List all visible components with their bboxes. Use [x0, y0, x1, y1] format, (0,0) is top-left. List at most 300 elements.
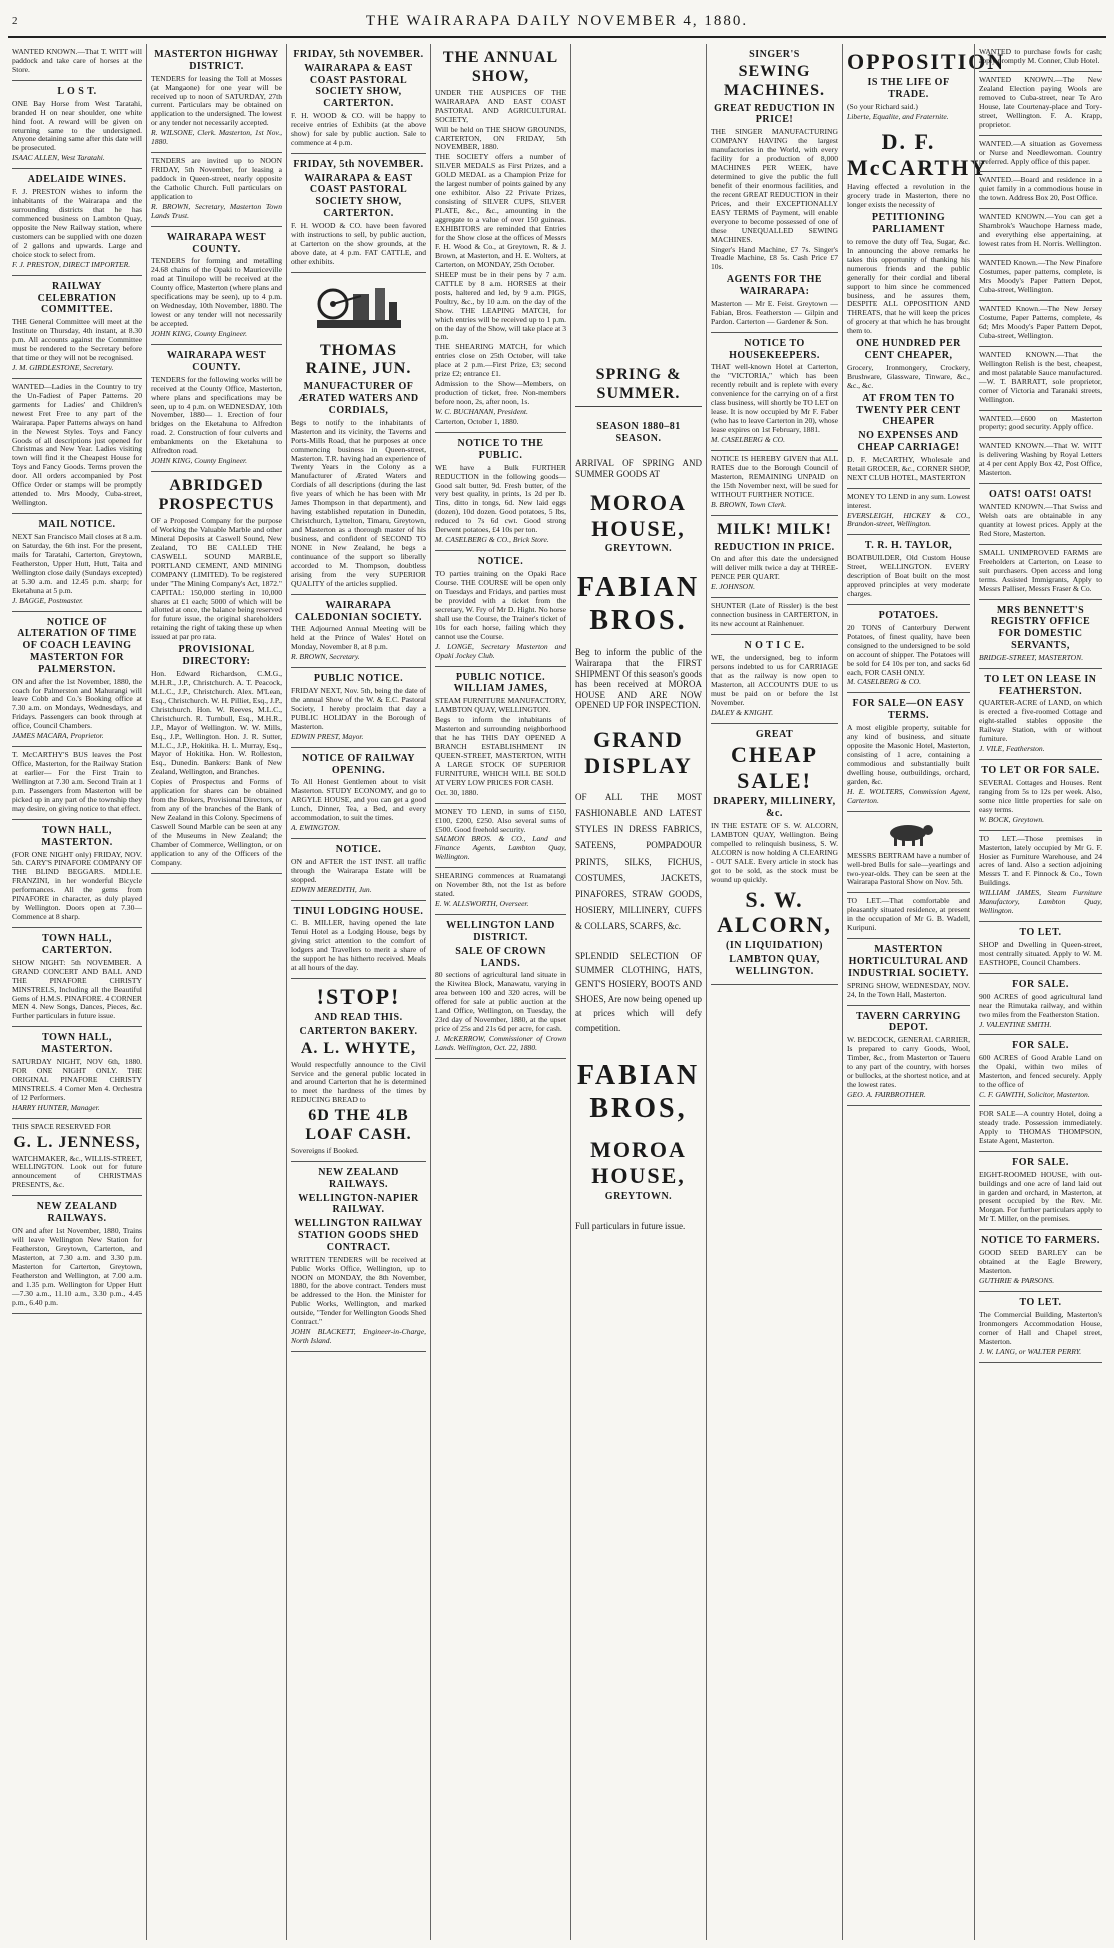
ad-text: TO parties training on the Opaki Race Course. THE COURSE will be open only on Tuesdays and Fridays, and parties must be provided with a ticket from the secretary, W. Fry of Mr D. Hight. No horse shall use the Course, the Trainer's ticket of 10s for each horse, failing which they cannot use the Course. [435, 568, 566, 641]
ad-signature: C. F. GAWITH, Solicitor, Masterton. [979, 1090, 1090, 1100]
ad-text: WE, the undersigned, beg to inform persons indebted to us for CARRIAGE that as the railway is now open to Masterton, all ACCOUNTS DUE to us must be paid on or before the 1st November. [711, 652, 838, 707]
ad-to-let-residence [847, 893, 970, 939]
ad-text: MESSRS BERTRAM have a number of well-bred Bulls for sale—yearlings and two-year-olds. They can be seen at the Wairarapa Pastoral Show on Nov. 5th. [847, 850, 970, 887]
ad-farmers [979, 1230, 1102, 1292]
ad-text: THE SINGER MANUFACTURING COMPANY HAVING the largest manufactories in the World, with every facility for a production of 8,000 MACHINES PER WEEK, have determined to give the public the full benefit of their enormous facilities, and the recent GREAT REDUCTION in their Prices, and their EXCEPTIONALLY EASY TERMS of Payment, will enable everyone to become possessed of one of these UNEQUALLED SEWING MACHINES. [711, 127, 838, 244]
ad-date: Oct. 30, 1880. [435, 787, 479, 797]
ad-heading: NEW ZEALAND RAILWAYS. [318, 1167, 399, 1190]
aerated-water-machine-icon [309, 280, 409, 336]
ad-text: SHUNTER (Late of Rissler) is the best connection business in CARTERTON, in its new account at Rainhenuer. [711, 601, 838, 629]
ad-heading: CHEAP SALE! [731, 742, 818, 794]
ad-wood-sale-2 [291, 154, 426, 273]
ad-text: FRIDAY NEXT, Nov. 5th, being the date of the annual Show of the W. & E.C. Pastoral Society, I hereby proclaim that day a PUBLIC HOLIDAY in the Borough of Masterton. [291, 686, 426, 731]
ad-wanted [979, 347, 1102, 411]
ad-heading: FOR SALE. [1012, 1040, 1069, 1052]
ad-wanted [979, 438, 1102, 484]
ad-text: WATCHMAKER, &c., WILLIS-STREET, WELLINGTON. Look out for future announcement of CHRISTMAS PRESENTS, &c. [12, 1153, 142, 1190]
ad-heading: MRS BENNETT'S REGISTRY OFFICE FOR DOMESTIC SERVANTS, [990, 604, 1091, 651]
ad-caledonian [291, 595, 426, 668]
ad-text: to remove the duty off Tea, Sugar, &c. In announcing the above remarks he takes this opportunity of thanking his numerous friends and the public generally for their cordial and liberal support to him since he commenced business, and he assures them, DESPITE ALL OPPOSITION AND THREATS, that he will keep the prices of grocery at that which he has brought them to. [847, 236, 970, 336]
ad-heading: TOWN HALL, MASTERTON. [41, 824, 113, 848]
ad-heading: FOR SALE—ON EASY TERMS. [852, 698, 965, 722]
machine-engraving [291, 276, 426, 340]
ad-eight-roomed-house [979, 1152, 1102, 1231]
ad-text: MONEY TO LEND, in sums of £150, £100, £200, £250. Also several sums of £500. Good freehold security. [435, 806, 566, 834]
ad-heading: PUBLIC NOTICE. [313, 673, 404, 685]
ad-subheading: AT FROM TEN TO TWENTY PER CENT CHEAPER [856, 392, 961, 428]
ad-small-farms [979, 545, 1102, 600]
store-town: GREYTOWN. [604, 1190, 673, 1202]
ad-text: TENDERS for leasing the Toll at Mosses (at Mangaone) for one year will be received up to noon of SATURDAY, 27th current. Particulars may be obtained on application to the undersigned. The lowest or any tender not necessarily accepted. [151, 73, 282, 128]
ad-text: WRITTEN TENDERS will be received at Public Works Office, Wellington, up to NOON on MONDAY, the 8th November, 1880, for the above contract. Tenders must be addressed to the Hon. the Minister for Public Works, Wellington, and marked outside, "Tender for Wellington Goods Shed Contract." [291, 1254, 426, 1327]
ad-horticultural [847, 939, 970, 1005]
ad-text: OF ALL THE MOST FASHIONABLE AND LATEST STYLES IN DRESS FABRICS, SATEENS, POMPADOUR PRINTS, SILKS, FICHUS, COSTUMES, JACKETS, PINAFORES, STRAW GOODS, HOSIERY, MILLINERY, CUFFS & COLLARS, SCARFS, &c. [575, 791, 702, 932]
bull-icon [882, 819, 936, 847]
ad-singer [711, 44, 838, 333]
ad-text: SHEEP must be in their pens by 7 a.m. CATTLE by 8 a.m. HORSES at their posts, haltered and led, by 9 a.m. PIGS, Poultry, &c., by 10 a.m. on the day of the Show. THE LEAPING MATCH, for which entries will be received up to 1 p.m. on the day of the Show, will take place at 3 p.m. [435, 269, 566, 342]
ad-text: WANTED KNOWN.—That W. WITT is delivering Washing by Royal Letters at 4 per cent Apply Box 42, Post Office, Masterton. [979, 441, 1102, 478]
ad-subheading: ONE HUNDRED PER CENT CHEAPER, [856, 338, 961, 362]
ad-text: SATURDAY NIGHT, NOV 6th, 1880. FOR ONE NIGHT ONLY. THE ORIGINAL PINAFORE CHRISTY MINSTRELS. 4 Corner Men 4. Orchestra of 12 Performers. [12, 1056, 142, 1102]
ad-subheading: LAMBTON QUAY, WELLINGTON. [729, 954, 820, 978]
ad-text: QUARTER-ACRE of LAND, on which is erected a five-roomed Cottage and eight-stalled stables opposite the Railway Station, with or without furniture. [979, 698, 1102, 744]
ad-text: Hon. Edward Richardson, C.M.G., M.H.R., J.P., Christchurch. A. T. Peacock, M.L.C., J.P., Christchurch. Alex. M'Lean, Esq., Christchurch. W. H. Pilliet, Esq., J.P., Christchurch. Hon. W. Reeves, M.L.C., Christchurch. R. Turnbull, Esq., M.H.R., J.P., Mayor of Wellington. W. W. Mills, Esq., J.P., Wellington. Hon. J. R. Sutter, M.L.C., J.P., Hokitika. H. L. Murray, Esq., Mayor of Hokitika. Hon. W. Rolleston, Esq., Dunedin. Bankers: Bank of New Zealand, Wellington, and Branches. [151, 668, 282, 777]
ad-heading: POTATOES. [878, 609, 939, 621]
ad-text: WANTED KNOWN.—That Swiss and Welsh oats are obtainable in any quantity at lowest prices. Apply at the Red Store, Masterton. [979, 502, 1102, 538]
ad-subheading: SALE OF CROWN LANDS. [455, 945, 546, 969]
ad-text: ON and after the 1st November, 1880, the coach for Palmerston and Mahurangi will leave Cobb and Co.'s Booking office at 7.30 a.m. on Mondays, Wednesdays, and Fridays. Passengers can book through at office, Council Chambers. [12, 676, 142, 731]
ad-heading: ABRIDGED PROSPECTUS [158, 477, 275, 514]
store-name: MOROA HOUSE, [590, 489, 687, 541]
ad-signature: R. BROWN, Secretary. [291, 652, 360, 662]
ad-signature: M. CASELBERG & CO., Brick Store. [435, 535, 549, 545]
ad-shearing [435, 868, 566, 915]
ad-heading: MASTERTON HORTICULTURAL AND INDUSTRIAL SOCIETY. [848, 944, 969, 979]
ad-text: 80 sections of agricultural land situate in the Kiwitea Block, Manawatu, varying in area between 100 and 320 acres, will be offered for sale at public auction at the Land Office, Wellington, on Tuesday, the 23rd day of November, 1880, at the upset price of 25s and 21s 6d per acre, for cash. [435, 970, 566, 1034]
ad-heading: FABIAN BROS. [576, 572, 701, 637]
ad-heading: MILK! MILK! [717, 520, 832, 538]
ad-adelaide-wines [12, 169, 142, 275]
ad-mccarthy-bus [12, 747, 142, 820]
ad-heading: NEW ZEALAND RAILWAYS. [36, 1201, 118, 1225]
ad-text: WANTED Known.—The New Jersey Costume, Paper Patterns, complete, 4s 6d; Mrs Moody's Paper Pattern Depot, Cuba-street, Wellington. [979, 303, 1102, 340]
ad-text: Having effected a revolution in the grocery trade in Masterton, there no longer exists the necessity of [847, 182, 970, 210]
ad-text: F. J. PRESTON wishes to inform the inhabitants of the Wairarapa and the surrounding districts that he has commenced business on Lambton Quay, opposite the New Railway station, where customers can be supplied with one dozen of 2 gallons and upwards. Large and choice stock to select from. [12, 187, 142, 259]
ad-text: On and after this date the undersigned will deliver milk twice a day at THREE-PENCE PER QUART. [711, 554, 838, 582]
ad-heading: FOR SALE. [1012, 978, 1069, 990]
ad-heading: L O S T. [57, 85, 97, 97]
ad-wanted [12, 44, 142, 81]
ad-signature: HARRY HUNTER, Manager. [12, 1102, 100, 1112]
ad-heading: TOWN HALL, MASTERTON. [41, 1032, 113, 1056]
ad-text: WE have a Bulk FURTHER REDUCTION in the following goods— Good salt butter, 9d. Fresh butter, of the very best quality, in prints, 1s 2d per lb. Tins, ditto in tongs, 6d. New laid eggs (dozen), 10d dozen. Good potatoes, 5 lbs, reduced to 7s 6d cwt. Good strong Derwent potatoes, £4 10s per ton. [435, 462, 566, 535]
ad-subheading: WELLINGTON RAILWAY STATION GOODS SHED CONTRACT. [294, 1218, 423, 1253]
ad-text: THE SHEARING MATCH, for which entries close on 25th October, will take place at 2 p.m.—First Prize, £3; second prize £2; entrance £1. [435, 342, 566, 379]
ad-heading: MASTERTON HIGHWAY DISTRICT. [154, 49, 279, 72]
ad-text: C. B. MILLER, having opened the late Tenui Hotel as a Lodging House, begs by giving strict attention to the comfort of lodgers and Travellers to merit a share of the support he has hitherto received. Meals at all hours of the day. [291, 918, 426, 973]
ad-subheading: WELLINGTON-NAPIER RAILWAY. [298, 1192, 419, 1216]
ad-easy-terms [847, 693, 970, 811]
ad-text: TENDERS for the following works will be received at the County Office, Masterton, where plans and specifications may be seen, up to 4 p.m. on WEDNESDAY, 10th November, 1880— 1. Erection of four bridges on the Eketahuna to Alfredton road. 2. Construction of four culverts and embankments on the Eketahuna to Alfredton road. [151, 374, 282, 456]
ad-heading: NOTICE. [335, 844, 382, 856]
ad-heading: MAIL NOTICE. [38, 519, 116, 531]
ad-tinui [291, 901, 426, 980]
ad-signature: J. W. LANG, or WALTER PERRY. [979, 1346, 1082, 1356]
ad-heading: TINUI LODGING HOUSE. [293, 905, 424, 917]
ad-west-county-2 [151, 345, 282, 472]
ad-text: WANTED KNOWN.—That T. WITT will paddock and take care of horses at the Store. [12, 47, 142, 74]
ad-text: NOTICE IS HEREBY GIVEN that ALL RATES due to the Borough Council of Masterton, REMAINING UNPAID on the 15th November next, will be sued for WITHOUT FURTHER NOTICE. [711, 454, 838, 499]
ad-traffic-notice [291, 839, 426, 901]
bull-engraving [847, 815, 970, 851]
ad-heading: N O T I C E. [744, 640, 805, 652]
ad-heading: ADELAIDE WINES. [27, 174, 127, 186]
ad-text: THAT well-known Hotel at Carterton, the "VICTORIA," which has been recently rebuilt and is replete with every convenience for the carrying on of a first class business, will shortly be TO LET on lease. It is now occupied by Mr F. Faber (who has to leave Carterton in 20), whose lease expires on 1st February, 1881. [711, 362, 838, 435]
columns [8, 44, 1106, 1940]
ad-taylor [847, 535, 970, 605]
ad-signature: EVERSLEIGH, HICKEY & CO., Brandon-street, Wellington. [847, 510, 970, 529]
ad-text: THE SOCIETY offers a number of SILVER MEDALS as First Prizes, and a GOLD MEDAL as a Champion Prize for the largest number of points gained by any one exhibitor. Also 22 Private Prizes, consisting of SILVER CUPS, SILVER PLATE, &c., &c., amounting in the aggregate to a value of over 150 guineas. EXHIBITORS are reminded that Entries for the Show close at the offices of Messrs F. H. Wood & Co., at Greytown, R. & J. Brown, at Masterton, and H. E. Wolters, at Carterton, on MONDAY, 25th October. [435, 152, 566, 269]
ad-600-acres [979, 1035, 1102, 1106]
ad-tenders-paddock [151, 153, 282, 227]
ad-text: OF a Proposed Company for the purpose of Working the Valuable Marble and other Mineral Deposits at Caswell Sound, New Zealand, TO BE CALLED THE CASWELL SOUND MARBLE, PORTLAND CEMENT, AND MINING COMPANY (LIMITED). To be registered under "The Mining Company's Act, 1872." CAPITAL: 150,000 sterling in 10,000 shares at £1 each; 5000 of which will be allotted at once, the balance being reserved for future issue, the original shareholders retaining the right of taking these up when issued at par pro rata. [151, 515, 282, 642]
ad-signature: W. BOCK, Greytown. [979, 814, 1045, 824]
ad-heading: GRAND DISPLAY [584, 726, 693, 778]
ad-heading: PUBLIC NOTICE. WILLIAM JAMES, [453, 671, 548, 695]
page-number: 2 [12, 15, 20, 27]
ad-heading: WAIRARAPA CALEDONIAN SOCIETY. [295, 599, 422, 623]
ad-shop-to-let [979, 922, 1102, 974]
ad-text: Admission to the Show—Members, on production of ticket, free. Non-members before noon, 2s, after noon, 1s. [435, 379, 566, 407]
ad-caselberg-reduction [435, 433, 566, 551]
ad-signature: GEO. A. FAIRBROTHER. [847, 1089, 926, 1099]
ad-text: IN THE ESTATE OF S. W. ALCORN, LAMBTON QUAY, Wellington. Being compelled to relinquish business, S. W. ALCORN is now holding A CLEARING - OUT SALE. Every article in stock has got to be sold, as the stock must be wound up quickly. [711, 820, 838, 884]
ad-text: SHOP and Dwelling in Queen-street, most centrally situated. Apply to W. M. EASTHOPE, Council Chambers. [979, 939, 1102, 967]
ad-heading: NOTICE TO HOUSEKEEPERS. [729, 337, 820, 361]
ad-text: WANTED KNOWN.—That the Wellington Relish is the best, cheapest, and most palatable Sauce manufactured.—W. T. BARRATT, sole proprietor, corner of Victoria and Taranaki streets, Wellington. [979, 349, 1102, 404]
ad-subheading: MANUFACTURER OF ÆRATED WATERS AND CORDIALS, [298, 381, 419, 416]
ad-subheading: AND READ THIS. [314, 1012, 403, 1024]
ad-signature: GUTHRIE & PARSONS. [979, 1276, 1055, 1285]
ad-text: T. McCARTHY'S BUS leaves the Post Office, Masterton, for the Railway Station at earlier— For the First Train to Wellington at 7.30 a.m. Second Train at 1 p.m. Passengers from Masterton will be picked up in any part of the township they may desire, on giving notice to that effect. [12, 750, 142, 813]
ad-subheading: NO EXPENSES AND CHEAP CARRIAGE! [857, 430, 960, 453]
ad-text: Liberte, Equalite, and Fraternite. [847, 111, 949, 121]
masthead [8, 6, 1106, 38]
ad-text: WANTED KNOWN.—The New Zealand Election paying Wools are removed to Cuba-street, near Te Aro House, late Courtenay-place and Tory-street, Wellington. F. A. Krapp, proprietor. [979, 74, 1102, 129]
column-3 [286, 44, 430, 1940]
ad-text: Singer's Hand Machine, £7 7s. Singer's Treadle Machine, £8 5s. Cash Price £7 10s. [711, 244, 838, 272]
ad-wanted [979, 172, 1102, 209]
ad-text: EIGHT-ROOMED HOUSE, with out-buildings and one acre of land laid out in garden and orchard, in Masterton, at present occupied by the Rev. Mr. Morgan. For further particulars apply to Mr T. Miller, on the premises. [979, 1169, 1102, 1224]
ad-heading: NOTICE OF ALTERATION OF TIME OF COACH LEAVING MASTERTON FOR PALMERSTON. [17, 616, 137, 675]
ad-text: STEAM FURNITURE MANUFACTORY, LAMBTON QUAY, WELLINGTON. [435, 696, 566, 715]
ad-text: Masterton — Mr E. Feist. Greytown — Fabian, Bros. Featherston — Gilpin and Pardon. Carterton — Gardener & Son. [711, 298, 838, 326]
ad-heading: S. W. ALCORN, [717, 886, 832, 938]
ad-signature: R. BROWN, Secretary, Masterton Town Lands Trust. [151, 201, 282, 220]
ad-subheading: PROVISIONAL DIRECTORY: [178, 644, 255, 668]
ad-railway-committee [12, 276, 142, 379]
ad-heading: 6D THE 4LB LOAF CASH. [305, 1107, 412, 1144]
ad-registry-office [979, 600, 1102, 669]
ad-signature: E. W. ALLSWORTH, Overseer. [435, 899, 529, 909]
ad-text: The Commercial Building, Masterton's Ironmongers Accommodation House, corner of Hall and Chapel street, Masterton. [979, 1309, 1102, 1346]
ad-heading: SINGER'S [749, 49, 800, 60]
column-4 [430, 44, 570, 1940]
ad-oats [979, 484, 1102, 545]
ad-subheading: CARTERTON BAKERY. [299, 1025, 418, 1037]
ad-nz-railways-napier [291, 1162, 426, 1352]
ad-signature: ISAAC ALLEN, West Taratahi. [12, 153, 105, 163]
column-6 [706, 44, 842, 1940]
ad-text: WANTED to purchase fowls for cash; apply promptly M. Conner, Club Hotel. [979, 47, 1102, 65]
store-name: MOROA HOUSE, [590, 1136, 687, 1188]
ad-heading: G. L. JENNESS, [13, 1133, 141, 1151]
ad-wood-sale [291, 44, 426, 154]
column-1 [8, 44, 146, 1940]
ad-signature: J. McKERROW, Commissioner of Crown Lands. Wellington, Oct. 22, 1880. [435, 1033, 566, 1052]
ad-heading: T. R. H. TAYLOR, [864, 540, 953, 552]
ad-heading: D. F. McCARTHY [847, 129, 989, 181]
ad-wanted [979, 301, 1102, 347]
ad-signature: J. LONGE, Secretary Masterton and Opaki Jockey Club. [435, 641, 566, 660]
ad-subheading: GREAT REDUCTION IN PRICE! [714, 102, 835, 126]
ad-heading: FABIAN BROS, [576, 1059, 701, 1124]
ad-text: Grocery, Ironmongery, Crockery, Brushware, Glassware, Tinware, &c., &c., &c. [847, 362, 970, 390]
ad-signature: BRIDGE-STREET, MASTERTON. [979, 652, 1084, 662]
masthead-title: THE WAIRARAPA DAILY NOVEMBER 4, 1880. [365, 12, 749, 29]
ad-signature: F. J. PRESTON, DIRECT IMPORTER. [12, 259, 131, 269]
ad-text: Full particulars in future issue. [575, 1220, 686, 1231]
ad-wanted [979, 209, 1102, 255]
ad-heading: TO LET ON LEASE IN FEATHERSTON. [984, 673, 1097, 697]
ad-text: ON and after 1st November, 1880, Trains will leave Wellington New Station for Featherston, Greytown, Carterton, and Masterton, at 7.30 a.m. and 3.30 p.m. Masterton for Carterton, Greytown, Featherston and Wellington, at 7.00 a.m. and 1.35 p.m. Wellington for Upper Hutt—7.30 a.m., 11.10 a.m., 3.30 p.m., 4.45 p.m., 6.40 p.m. [12, 1225, 142, 1307]
ad-text: WANTED—Ladies in the Country to try the Un-Fadiest of Paper Patterns. 20 garments for Ladies' and Children's newest Fret Free to any part of the Wairarapa. Paper Patterns always on hand in the Newest Styles. Toys and Fancy Goods of all descriptions just opened for Christmas and New Year. Ladies visiting town will find it the Cheapest House for Toys and Fancy Goods. Terms proven the door. All orders accompanied by Post Office Order or stamps will be promptly attended to. Mrs Moody, Cuba-street, Wellington. [12, 381, 142, 508]
ad-text: SMALL UNIMPROVED FARMS are Freeholders at Carterton, on Lease to suit purchasers. Open access and long terms. Assisted Immigrants, Apply to Messrs Palliser, Messrs Fraser & Co. [979, 547, 1102, 593]
ad-mail-notice [12, 514, 142, 611]
ad-text: TO LET.—Those premises in Masterton, lately occupied by Mr G. F. Hosier as Furniture Warehouse, and 24 acres of land. Also a section adjoining Messrs T. and F. Pinnock & Co., Town Buildings. [979, 833, 1102, 888]
ad-text: FOR SALE—A country Hotel, doing a steady trade. Possession immediately. Apply to THOMAS THOMPSON, Estate Agent, Masterton. [979, 1109, 1102, 1145]
ad-race-course [435, 551, 566, 666]
ad-let-or-sale [979, 760, 1102, 831]
ad-signature: H. E. WOLTERS, Commission Agent, Carterton. [847, 786, 970, 805]
ad-signature: J. VALENTINE SMITH. [979, 1019, 1052, 1029]
ad-text: WANTED.—A situation as Governess or Nurse and Needlewoman. Country preferred. Apply office of this paper. [979, 138, 1102, 166]
ad-heading: SEWING MACHINES. [723, 62, 825, 99]
ad-bertram [847, 812, 970, 894]
ad-signature: E. JOHNSON. [711, 582, 756, 592]
ad-lost [12, 81, 142, 169]
ad-signature: EDWIN PREST, Mayor. [291, 731, 364, 741]
ad-crown-lands [435, 915, 566, 1059]
ad-text: A most eligible property, suitable for any kind of business, and situate opposite the Masonic Hotel, Masterton, consisting of 1 acre, containing a commodious and substantially built dwelling house, outbuildings, orchard, garden, &c. [847, 723, 970, 786]
ad-heading: THOMAS RAINE, JUN. [305, 341, 412, 378]
ad-signature: A. EWINGTON. [291, 823, 341, 833]
ad-signature: M. CASELBERG & CO. [847, 677, 922, 687]
ad-subheading: PETITIONING PARLIAMENT [871, 212, 946, 236]
ad-heading: WELLINGTON LAND DISTRICT. [446, 920, 555, 943]
ad-text: WANTED.—£600 on Masterton property; good security. Apply office. [979, 413, 1102, 432]
ad-heading: RAILWAY CELEBRATION COMMITTEE. [37, 280, 117, 316]
ad-hotel-sale [979, 1106, 1102, 1152]
ad-commercial-building [979, 1292, 1102, 1363]
ad-nz-railways [12, 1196, 142, 1313]
ad-william-james [435, 667, 566, 804]
column-8 [974, 44, 1106, 1940]
ad-text: GOOD SEED BARLEY can be obtained at the Eagle Brewery, Masterton. [979, 1248, 1102, 1276]
ad-text: MONEY TO LEND in any sum. Lowest interest. [847, 491, 970, 510]
ad-highway-district [151, 44, 282, 153]
ad-heading: NOTICE TO THE PUBLIC. [457, 438, 544, 461]
ad-text: WANTED KNOWN.—You can get a Sharnbrok's Wauchope Harness made, and everything else appertaining, at lowest rates from H. Norris. Wellington. [979, 212, 1102, 249]
ad-annual-show [435, 44, 566, 433]
ad-town-hall-masterton [12, 820, 142, 928]
ad-text: (So your Richard said.) [847, 101, 918, 111]
ad-text: Copies of Prospectus and Forms of application for shares can be obtained from the Brokers, Provisional Directors, or from any of the branches of the Bank of New Zealand in this Colony. Specimens of Caswell Sound Marble can be seen at any of the Museums in New Zealand; the Chamber of Commerce, Wellington, or on application to any of the Officers of the Company. [151, 777, 282, 867]
ad-subheading: IS THE LIFE OF TRADE. [867, 76, 950, 100]
ad-public-holiday [291, 668, 426, 748]
ad-heading: WAIRARAPA WEST COUNTY. [166, 231, 267, 255]
ad-heading: FOR SALE. [1012, 1156, 1069, 1168]
ad-heading: WAIRARAPA WEST COUNTY. [166, 350, 267, 373]
ad-milk [711, 516, 838, 598]
ad-signature: M. CASELBERG & CO. [711, 435, 786, 445]
ad-text: Begs to inform the inhabitants of Masterton and surrounding neighborhood that he has THIS DAY OPENED A BRANCH ESTABLISHMENT IN QUEEN-STREET, MASTERTON, WITH A LARGE STOCK OF SUPERIOR FURNITURE, WHICH WILL BE SOLD AT VERY LOW PRICES FOR CASH. [435, 715, 566, 787]
ad-text: SHEARING commences at Ruamatangi on November 8th, not the 1st as before stated. [435, 871, 566, 899]
ad-text: Would respectfully announce to the Civil Service and the general public located in and around Carterton that he is determined to meet the hardness of the times by REDUCING BREAD to [291, 1059, 426, 1105]
ad-subheading: WAIRARAPA & EAST COAST PASTORAL SOCIETY SHOW, CARTERTON. [304, 62, 413, 110]
ad-potatoes [847, 605, 970, 693]
ad-rates-notice [711, 451, 838, 516]
ad-text: ONE Bay Horse from West Taratahi, branded H on near shoulder, one white hind foot. A reward will be given on returning same to the undersigned. Anyone detaining same after this date will be prosecuted. [12, 98, 142, 153]
store-town: GREYTOWN. [604, 543, 673, 555]
ad-wanted [979, 72, 1102, 136]
ad-wanted [979, 255, 1102, 301]
ad-text: Will be held on THE SHOW GROUNDS, CARTERTON, ON FRIDAY, 5th NOVEMBER, 1880. [435, 124, 566, 152]
ad-text: SPRING SHOW, WEDNESDAY, NOV. 24, In the Town Hall, Masterton. [847, 980, 970, 999]
ad-signature: DALEY & KNIGHT. [711, 707, 774, 717]
ad-signature: EDWIN MEREDITH, Jun. [291, 884, 372, 894]
ad-subheading: AGENTS FOR THE WAIRARAPA: [726, 274, 823, 298]
ad-signature: D. F. McCARTHY, Wholesale and Retail GROCER, &c., CORNER SHOP, NEXT CLUB HOTEL, MASTERTON [847, 454, 970, 482]
ad-signature: JOHN KING, County Engineer. [151, 329, 247, 339]
ad-town-hall-carterton [12, 928, 142, 1027]
ad-money-to-lend [435, 804, 566, 869]
ad-heading: FRIDAY, 5th NOVEMBER. [293, 158, 424, 170]
ad-signature: J. BAGGE, Postmaster. [12, 595, 84, 605]
ad-prospectus [151, 472, 282, 874]
ad-text: WANTED.—Board and residence in a quiet family in a commodious house in the town. Address Box 20, Post Office. [979, 175, 1102, 203]
ad-signature: J. VILE, Featherston. [979, 744, 1045, 754]
ad-housekeepers [711, 333, 838, 451]
column-2 [146, 44, 286, 1940]
ad-text: 600 ACRES of Good Arable Land on the Opaki, within two miles of Masterton, and fenced securely. Apply to the office of [979, 1053, 1102, 1090]
ad-mccarthy-grocer [847, 44, 1006, 489]
column-5 [570, 44, 706, 1940]
ad-carriage-notice [711, 635, 838, 723]
ad-date: Carterton, October 1, 1880. [435, 417, 519, 427]
ad-heading: TO LET OR FOR SALE. [981, 765, 1100, 777]
column-7 [842, 44, 1006, 1940]
ad-heading: TO LET. [1019, 927, 1062, 939]
ad-stop [291, 979, 426, 1162]
ad-fabian-bros [575, 44, 702, 1236]
ad-signature: B. BROWN, Town Clerk. [711, 499, 787, 509]
ad-signature: R. WILSONE, Clerk. Masterton, 1st Nov., 1880. [151, 128, 282, 147]
ad-text: THE Adjourned Annual Meeting will be held at the Prince of Wales' Hotel on Monday, November 8, at 8 p.m. [291, 624, 426, 652]
ad-heading: NOTICE TO FARMERS. [981, 1235, 1100, 1247]
ad-heading: FRIDAY, 5th NOVEMBER. [293, 49, 424, 60]
ad-town-hall-masterton-2 [12, 1027, 142, 1118]
ad-hunter [711, 598, 838, 635]
ad-text: UNDER THE AUSPICES OF THE WAIRARAPA AND EAST COAST PASTORAL AND AGRICULTURAL SOCIETY, [435, 87, 566, 124]
ad-text: ARRIVAL OF SPRING AND SUMMER GOODS AT [575, 458, 702, 479]
ad-signature: JOHN BLACKETT, Engineer-in-Charge, North Island. [291, 1327, 426, 1346]
ad-heading: NOTICE OF RAILWAY OPENING. [302, 752, 415, 776]
ad-text: THE General Committee will meet at the Institute on Thursday, 4th instant, at 8.30 p.m. All accounts against the Committee must be rendered to the Secretary before that time or they will not be recognised. [12, 317, 142, 362]
ad-subheading: (IN LIQUIDATION) [726, 940, 823, 952]
ad-text: ON and AFTER the 1ST INST. all traffic through the Wairarapa Estate will be stopped. [291, 856, 426, 884]
ad-text: SEVERAL Cottages and Houses. Rent ranging from 5s to 12s per week. Also, some nice little properties for sale on easy terms. [979, 777, 1102, 814]
ad-ladies [12, 379, 142, 514]
ad-west-county [151, 227, 282, 345]
ad-heading: TOWN HALL, CARTERTON. [41, 933, 113, 956]
ad-heading: SPRING & SUMMER. [595, 366, 682, 402]
ad-text: BOATBUILDER, Old Custom House Street, WELLINGTON. EVERY description of Boat built on the most approved principles at very moderate charges. [847, 553, 970, 599]
ad-text: F. H. WOOD & CO. will be happy to receive entries of Exhibits (at the above show) for sale by public auction. Sale to commence at 4 p.m. [291, 110, 426, 147]
ad-text: W. BEDCOCK, GENERAL CARRIER, Is prepared to carry Goods, Wool, Timber, &c., from Masterton or Taueru to any part of the country, with horses or bullocks, at the shortest notice, and at the lowest rates. [847, 1035, 970, 1089]
ad-heading: OATS! OATS! OATS! [989, 489, 1092, 501]
ad-subheading: SEASON 1880–81 SEASON. [596, 420, 681, 444]
ad-subheading: REDUCTION IN PRICE. [714, 541, 835, 553]
ad-heading: OPPOSITION [847, 49, 1006, 74]
ad-text: Beg to inform the public of the Wairarapa that the FIRST SHIPMENT Of this season's goods has been received at MOROA HOUSE AND ARE NOW OPENED UP FOR INSPECTION. [575, 647, 702, 711]
ad-text: Begs to notify to the inhabitants of Masterton and its vicinity, the Taverns and Ports-Mills Road, that he purposes at once commencing business in Queen-street, Masterton. T.R. having had an experience of Twenty Years in the Colony as a Manufacturer of Ærated Waters and Cordials of all descriptions (during the last five years of which he has been with Mr James Thompson in that department), and having established reputation in Dunedin, Christchurch, Lyttelton, Timaru, Greytown, and Masterton as a thorough master of his business, and confident of SECOND TO NONE in New Zealand, he begs a continuance of the support so liberally accorded to M. Thompson, doubtless arising from the very SUPERIOR QUALITY of the articles supplied. [291, 417, 426, 588]
ad-wanted [979, 411, 1102, 439]
ad-premises [979, 831, 1102, 923]
ad-wanted [979, 136, 1102, 173]
ad-text: F. H. WOOD & CO. have been favored with instructions to sell, by public auction, at Carterton on the show grounds, at the above date, at 4 p.m. FAT CATTLE, and other exhibits. [291, 220, 426, 266]
ad-signature: JAMES MACARA, Proprietor. [12, 731, 104, 741]
ad-heading: GREAT [755, 728, 794, 740]
ad-text: TENDERS are invited up to NOON FRIDAY, 5th November, for leasing a paddock in Queen-street, nearly opposite the Catholic Church. Full particulars on application to [151, 156, 282, 202]
ad-raine [291, 273, 426, 595]
ad-signature: SALMON BROS. & CO., Land and Finance Agents, Lambton Quay, Wellington. [435, 834, 566, 862]
ad-signature: JOHN KING, County Engineer. [151, 456, 247, 466]
ad-text: SPLENDID SELECTION OF SUMMER CLOTHING, HATS, GENT'S HOSIERY, BOOTS AND SHOES, Are now being opened up at prices which will defy competition. [575, 950, 702, 1033]
ad-wanted [979, 44, 1102, 72]
ad-heading: THE ANNUAL SHOW, [442, 49, 559, 85]
ad-text: To All Honest Gentlemen about to visit Masterton. STUDY ECONOMY, and go to ARGYLE HOUSE, and you can get a good Lunch, Dinner, Tea, a Bed, and every accommodation, to suit the times. [291, 777, 426, 823]
ad-text: Sovereigns if Booked. [291, 1146, 359, 1156]
ad-text: 20 TONS of Canterbury Derwent Potatoes, of finest quality, have been consigned to the undersigned to be sold on account of shipper. The Potatoes will be sold for £4 10s per ton, and sacks 6d each, FOR CASH ONLY. [847, 622, 970, 677]
ad-signature: W. C. BUCHANAN, President. [435, 407, 528, 417]
ad-subheading: DRAPERY, MILLINERY, &c. [713, 796, 836, 820]
ad-subheading: WAIRARAPA & EAST COAST PASTORAL SOCIETY SHOW, CARTERTON. [304, 172, 413, 219]
ad-heading: !STOP! [316, 984, 401, 1010]
ad-text: WANTED Known.—The New Pinafore Costumes, paper patterns, complete, is Mrs Moody's Paper Pattern Depot, Cuba-street, Wellington. [979, 258, 1102, 295]
ad-text: 900 ACRES of good agricultural land near the Rimutaka railway, and within two miles from the Featherston Station. [979, 991, 1102, 1019]
ad-coach [12, 612, 142, 748]
ad-text: (FOR ONE NIGHT only) FRIDAY, NOV. 5th. CARY'S PINAFORE COMPANY OF THE BLIND BEGGARS. MDLLE. FRANZINI, in her wonderful Bicycle performances. All the gems from PINAFORE in character, as duly played by Wellington. Doors open at 7.30—Commence at 8 sharp. [12, 849, 142, 922]
ad-lease-featherston [979, 669, 1102, 760]
ad-signature: WILLIAM JAMES, Steam Furniture Manufactory, Lambton Quay, Wellington. [979, 888, 1102, 916]
ad-text: THIS SPACE RESERVED FOR [12, 1121, 111, 1131]
ad-heading: TAVERN CARRYING DEPOT. [856, 1010, 961, 1034]
ad-signature: J. M. GIRDLESTONE, Secretary. [12, 362, 114, 372]
ad-900-acres [979, 974, 1102, 1036]
ad-alcorn-sale [711, 724, 838, 985]
ad-heading: A. L. WHYTE, [300, 1039, 417, 1057]
